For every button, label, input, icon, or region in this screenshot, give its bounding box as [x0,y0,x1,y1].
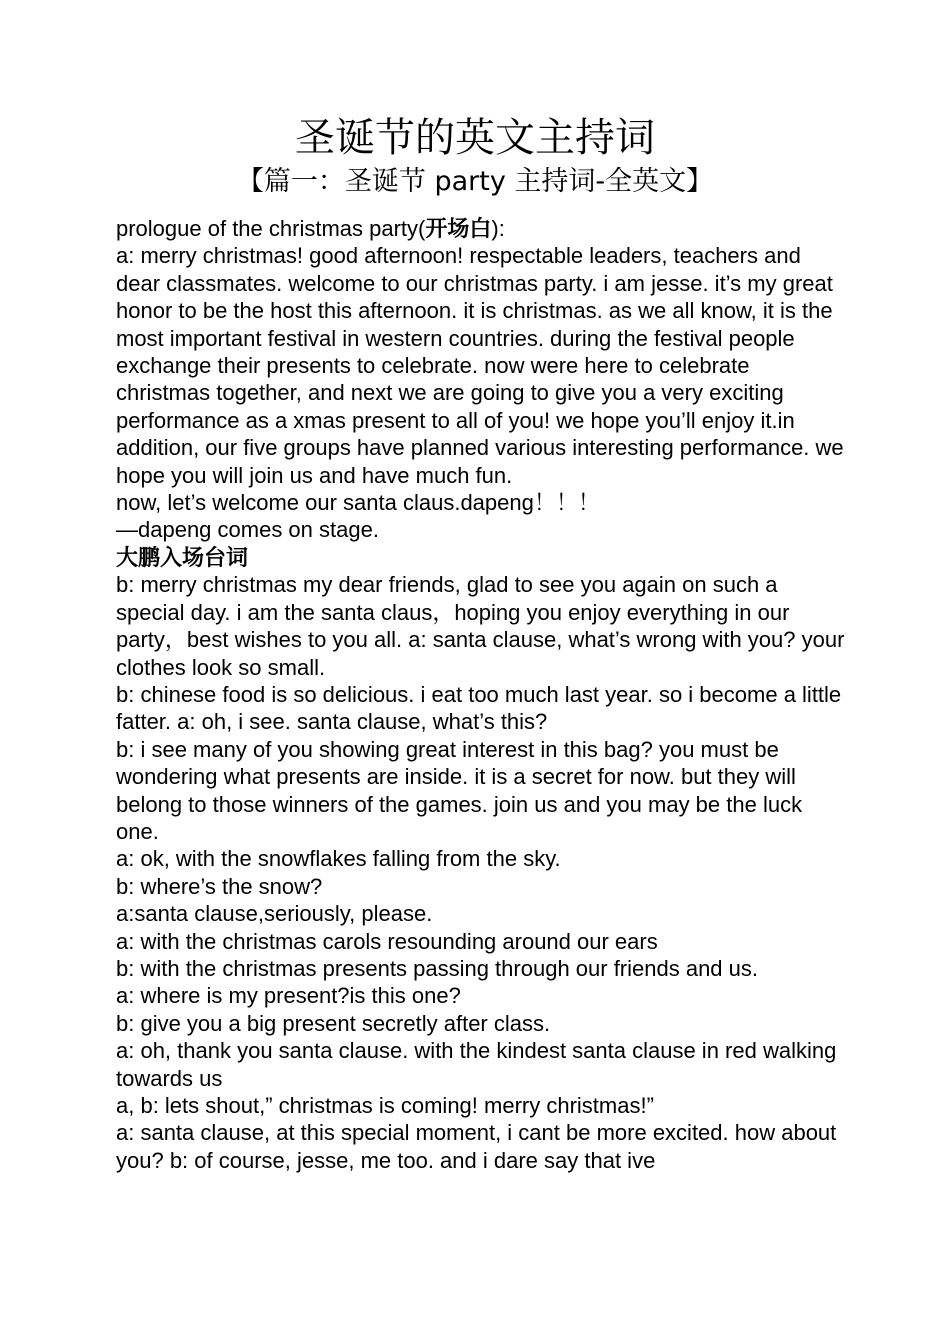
paragraph: a: with the christmas carols resounding around our ears [116,928,658,954]
paragraph: b: give you a big present secretly after class. [116,1010,551,1036]
paragraph: a: santa clause, at this special moment, i cant be more excited. how about you? b: of course, jesse, me too. and i dare say that ive [116,1120,837,1173]
paragraph: a: oh, thank you santa clause. with the kindest santa clause in red walking towards us [116,1038,837,1091]
paragraph-text: prologue of the christmas party( [116,216,426,241]
paragraph [116,215,846,242]
document-body [116,215,846,1174]
paragraph: b: chinese food is so delicious. i eat too much last year. so i become a little fatter. a: oh, i see. santa clause, what’s this? [116,681,842,735]
paragraph: a: merry christmas! good afternoon! respectable leaders, teachers and dear classmates. welcome to our christmas party. i am jesse. it’s my great honor to be the host this afternoon. it is christmas. as we all know, it is the most important festival in western countries. during the festival people exchange their presents to celebrate. now were here to celebrate christmas together, and next we are going to give you a very exciting performance as a xmas present to all of you! we hope you’ll enjoy it.in addition, our five groups have planned various interesting performance. we hope you will join us and have much fun. [116,243,844,488]
paragraph: b: merry christmas my dear friends, glad to see you again on such a special day. i am the santa claus，hoping you enjoy everything in our party，best wishes to you all. a: santa clause, what’s wrong with you? your clothes look so small. [116,572,845,680]
paragraph: b: i see many of you showing great interest in this bag? you must be wondering what presents are inside. it is a secret for now. but they will belong to those winners of the games. join us and you may be the luck one. [116,736,803,844]
paragraph: a: where is my present?is this one? [116,983,461,1009]
paragraph: now, let’s welcome our santa claus.dapeng！！！ [116,490,600,516]
paragraph-bold-text: 开场白 [425,216,492,241]
paragraph-text: ): [491,216,505,241]
paragraph: a: ok, with the snowflakes falling from the sky. [116,846,561,872]
paragraph: —dapeng comes on stage. [116,517,379,543]
section-heading: 大鹏入场台词 [116,544,249,570]
paragraph: b: with the christmas presents passing through our friends and us. [116,955,759,981]
paragraph: b: where’s the snow? [116,873,323,899]
document-title: 圣诞节的英文主持词 [295,115,655,161]
document-subtitle: 【篇一：圣诞节 party 主持词-全英文】 [236,166,714,197]
paragraph: a, b: lets shout,” christmas is coming! merry christmas!” [116,1093,654,1118]
paragraph: a:santa clause,seriously, please. [116,901,433,927]
